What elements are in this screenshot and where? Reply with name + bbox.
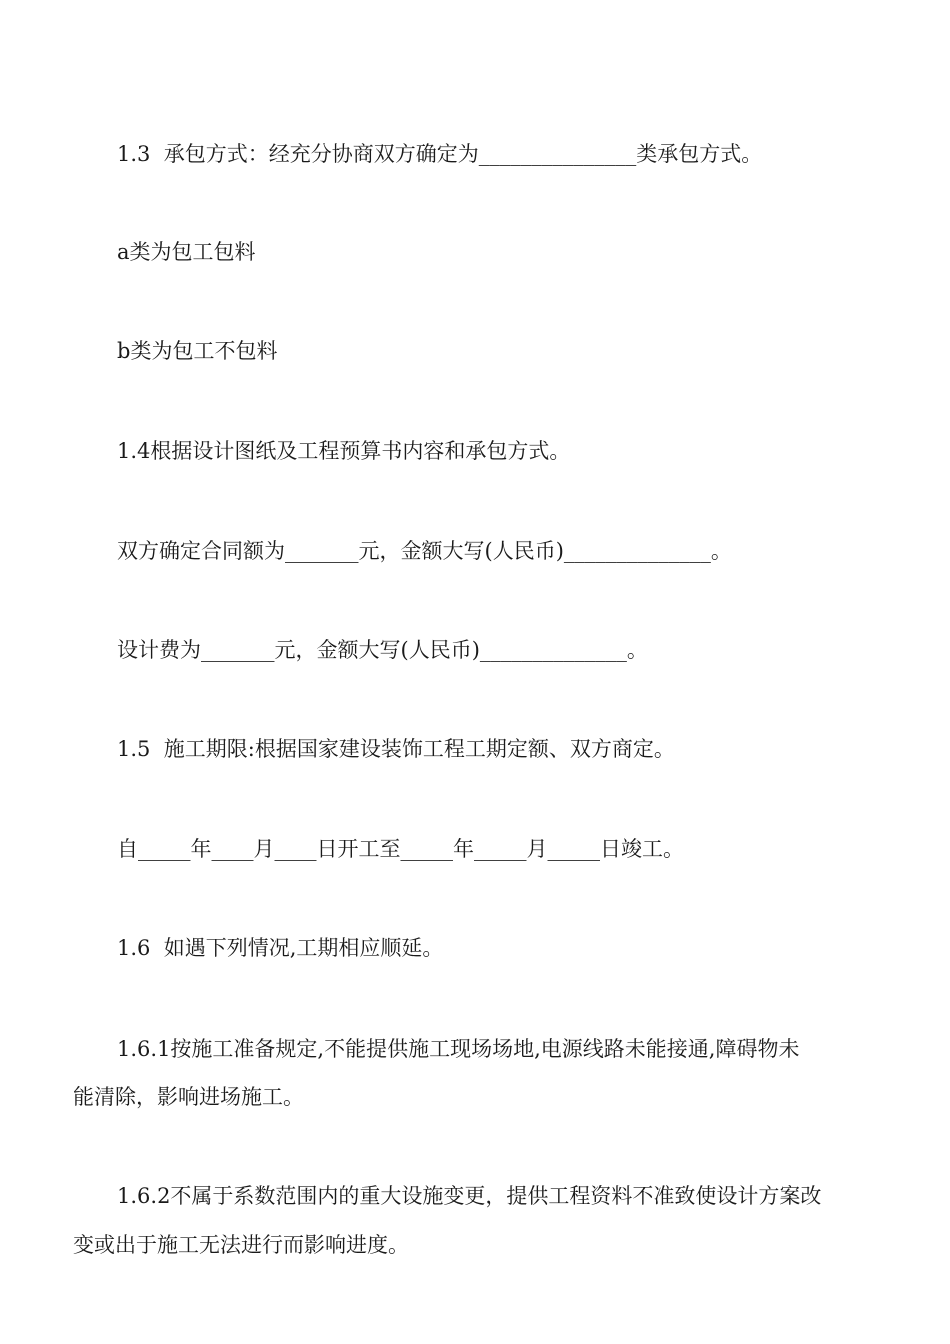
clause-1-6-2-line-1: 1.6.2不属于系数范围内的重大设施变更，提供工程资料不准致使设计方案改 xyxy=(117,1184,822,1208)
clause-1-5-construction-period: 1.5 施工期限:根据国家建设装饰工程工期定额、双方商定。 xyxy=(117,737,675,761)
design-fee-line: 设计费为_______元，金额大写(人民币)______________。 xyxy=(117,638,648,662)
clause-1-3-contract-method: 1.3 承包方式：经充分协商双方确定为_______________类承包方式。 xyxy=(117,142,763,166)
clause-1-6-1-line-2: 能清除，影响进场施工。 xyxy=(73,1085,304,1109)
option-a-labor-and-materials: a类为包工包料 xyxy=(117,240,256,264)
clause-1-4-basis: 1.4根据设计图纸及工程预算书内容和承包方式。 xyxy=(117,439,571,463)
contract-amount-line: 双方确定合同额为_______元，金额大写(人民币)______________。 xyxy=(117,539,732,563)
start-end-date-line: 自_____年____月____日开工至_____年_____月_____日竣工。 xyxy=(117,837,684,861)
clause-1-6-2-line-2: 变或出于施工无法进行而影响进度。 xyxy=(73,1233,409,1257)
option-b-labor-only: b类为包工不包料 xyxy=(117,339,278,363)
clause-1-6-extension: 1.6 如遇下列情况,工期相应顺延。 xyxy=(117,936,444,960)
clause-1-6-1-line-1: 1.6.1按施工准备规定,不能提供施工现场场地,电源线路未能接通,障碍物未 xyxy=(117,1037,800,1061)
